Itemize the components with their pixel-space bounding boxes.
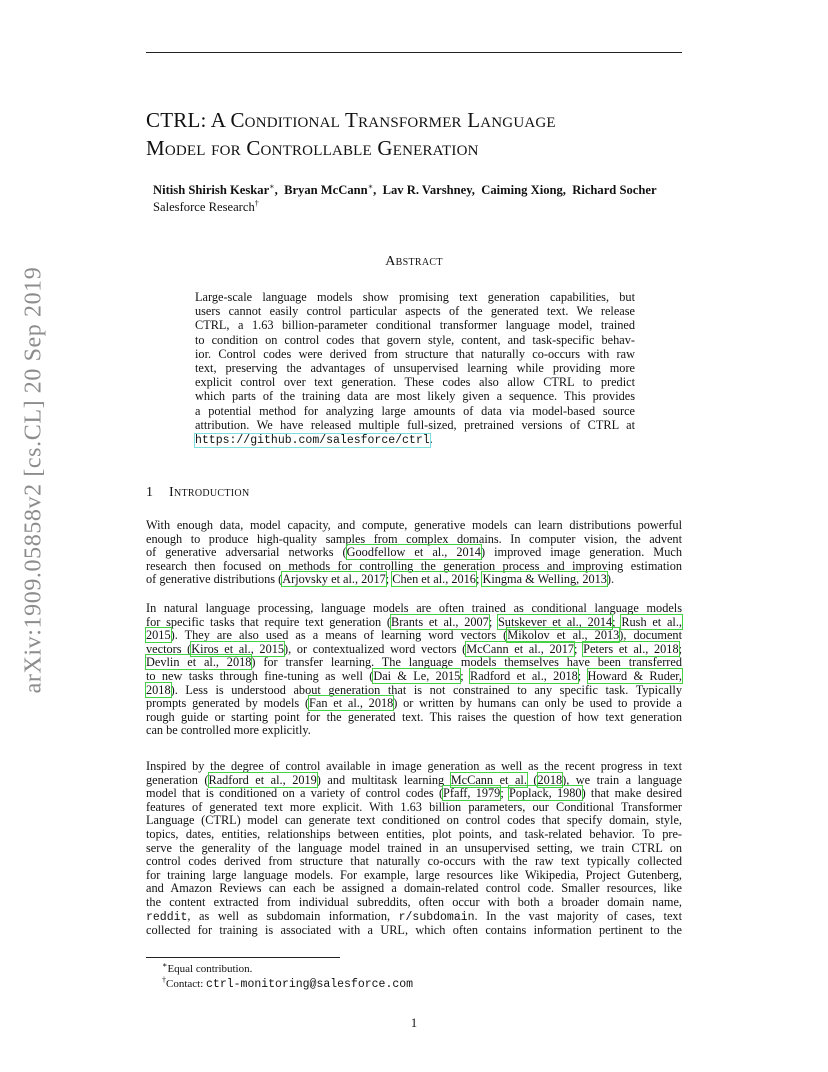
abstract-line: attribution. We have released multiple full-sized, pretrained versions of CTRL at: [195, 417, 635, 432]
citation-link[interactable]: Dai & Le, 2015: [373, 668, 461, 683]
page-number: 1: [410, 1016, 418, 1030]
abstract-line: explicit control over text generation. These codes also allow CTRL to predict: [195, 375, 635, 390]
affiliation-name: Salesforce Research: [153, 200, 255, 214]
text-line: to new tasks through fine-tuning as well (Dai & Le, 2015; Radford et al., 2018; Howard & Ruder,: [146, 668, 682, 683]
abstract-body: [195, 290, 635, 448]
citation-link[interactable]: Poplack, 1980: [509, 786, 582, 801]
citation-link[interactable]: Kingma & Welling, 2013: [482, 572, 607, 587]
citation-link[interactable]: Radford et al., 2019: [208, 772, 317, 787]
text-line: generation (Radford et al., 2019) and multitask learning McCann et al. (2018), we train a language: [146, 772, 682, 787]
author-name: Bryan McCann: [284, 183, 368, 197]
citation-link[interactable]: 2018: [146, 682, 171, 697]
citation-link[interactable]: Arjovsky et al., 2017: [282, 572, 386, 587]
author-list: Nitish Shirish Keskar∗, Bryan McCann∗, Lav R. Varshney, Caiming Xiong, Richard Socher: [153, 181, 657, 197]
text-line: of generative adversarial networks (Goodfellow et al., 2014) improved image generation. Much: [146, 545, 682, 560]
text-line: collected for training is associated with a URL, which often contains information pertinent to the: [146, 923, 682, 938]
footnote-equal-contribution: [162, 962, 413, 977]
citation-link[interactable]: Sutskever et al., 2014: [497, 614, 613, 629]
equal-contribution-mark: ∗: [367, 181, 374, 191]
title-top-rule: [146, 52, 682, 53]
abstract-line: a potential method for analyzing large amounts of data via model-based source: [195, 403, 635, 418]
text-line: Devlin et al., 2018) for transfer learning. The language models themselves have been transferred: [146, 655, 682, 670]
citation-link[interactable]: Rush et al.,: [621, 614, 682, 629]
footnote-mark: †: [162, 975, 166, 985]
citation-link[interactable]: Howard & Ruder,: [587, 668, 682, 683]
author-name: Nitish Shirish Keskar: [153, 183, 270, 197]
text-line: With enough data, model capacity, and compute, generative models can learn distributions powerful: [146, 518, 682, 532]
citation-link[interactable]: Kiros et al., 2015: [191, 641, 285, 656]
section-number: 1: [146, 485, 153, 500]
footnote-rule: [146, 957, 340, 958]
author-name: Lav R. Varshney,: [382, 183, 475, 197]
text-line: In natural language processing, language models are often trained as conditional language models: [146, 601, 682, 615]
arxiv-side-stamp: arXiv:1909.05858v2 [cs.CL] 20 Sep 2019: [20, 266, 47, 694]
text-line: Inspired by the degree of control available in image generation as well as the recent progress in text: [146, 759, 682, 773]
footnote-mark: ∗: [162, 960, 168, 970]
paper-title: [146, 106, 706, 162]
citation-link[interactable]: 2018: [537, 772, 563, 787]
section-title: Introduction: [169, 485, 250, 500]
citation-link[interactable]: 2015: [146, 628, 171, 643]
text-line: features of generated text more explicit. With 1.63 billion parameters, our Conditional Transformer: [146, 799, 682, 814]
citation-link[interactable]: McCann et al., 2017: [466, 641, 575, 656]
affiliation: [153, 200, 259, 215]
footnote-text: Equal contribution.: [167, 963, 253, 975]
text-line: 2015). They are also used as a means of learning word vectors (Mikolov et al., 2013), document: [146, 628, 682, 643]
author-name: Richard Socher: [572, 183, 657, 197]
abstract-line: [195, 432, 635, 448]
abstract-line: ior. Control codes were derived from structure that naturally co-occurs with raw: [195, 346, 635, 361]
section-heading-introduction: [146, 485, 249, 501]
footnotes: [162, 962, 413, 992]
intro-paragraph-3: [146, 760, 682, 938]
text-line: enough to produce high-quality samples from complex domains. In computer vision, the advent: [146, 531, 682, 546]
abstract-line: to condition on control codes that govern style, content, and task-specific behav-: [195, 332, 635, 347]
period: .: [429, 432, 433, 447]
text-line: and Amazon Reviews can each be assigned a domain-related control code. Smaller resources, like: [146, 881, 682, 896]
equal-contribution-mark: ∗: [269, 181, 275, 191]
citation-link[interactable]: Chen et al., 2016: [392, 572, 476, 587]
citation-link[interactable]: McCann et al.: [450, 772, 527, 787]
abstract-line: CTRL, a 1.63 billion-parameter conditional transformer language model, trained: [195, 318, 635, 333]
text-line: can be controlled more explicitly.: [146, 723, 311, 738]
text-line: rough guide or starting point for the generated text. This raises the question of how text generation: [146, 709, 682, 724]
text-line: vectors (Kiros et al., 2015), or contextualized word vectors (McCann et al., 2017; Peters et al., 2018;: [146, 641, 683, 656]
author-name: Caiming Xiong,: [481, 183, 566, 197]
citation-link[interactable]: Mikolov et al., 2013: [507, 628, 620, 643]
footnote-contact: [162, 977, 413, 992]
footnote-text: Contact:: [166, 978, 207, 990]
code-reddit: reddit: [146, 910, 188, 924]
citation-link[interactable]: Goodfellow et al., 2014: [346, 545, 481, 560]
abstract-line: which parts of the training data are most likely given a sequence. This provides: [195, 389, 635, 404]
citation-link[interactable]: Fan et al., 2018: [309, 696, 394, 711]
abstract-line: users cannot easily control particular aspects of the generated text. We release: [195, 304, 635, 319]
abstract-heading: Abstract: [385, 254, 443, 269]
citation-link[interactable]: Radford et al., 2018: [470, 668, 578, 683]
text-line: 2018). Less is understood about generation that is not constrained to any specific task. Typically: [146, 682, 682, 697]
text-line: control codes derived from structure that naturally co-occurs with the raw text typically collected: [146, 854, 682, 869]
text-line: reddit, as well as subdomain information, r/subdomain. In the vast majority of cases, text: [146, 908, 682, 924]
abstract-line: Large-scale language models show promising text generation capabilities, but: [195, 290, 635, 304]
intro-paragraph-1: [146, 519, 682, 587]
text-line: model that is conditioned on a variety of control codes (Pfaff, 1979; Poplack, 1980) that make desired: [146, 786, 682, 801]
text-line: Language (CTRL) model can generate text conditioned on control codes that specify domain, style,: [146, 813, 682, 828]
contact-email[interactable]: ctrl-monitoring@salesforce.com: [206, 978, 414, 991]
text-line: serve the generality of the language model trained in an unsupervised setting, we train CTRL on: [146, 840, 682, 855]
contact-mark: †: [254, 198, 259, 208]
text-line: for specific tasks that require text generation (Brants et al., 2007; Sutskever et al., 2014; Rush et al.,: [146, 614, 682, 629]
text-line: research then focused on methods for controlling the generation process and improving estimation: [146, 558, 682, 573]
intro-paragraph-2: [146, 602, 682, 738]
text-line: of generative distributions (Arjovsky et al., 2017; Chen et al., 2016; Kingma & Welling, 2013).: [146, 572, 615, 587]
citation-link[interactable]: Brants et al., 2007: [391, 614, 489, 629]
github-link[interactable]: https://github.com/salesforce/ctrl: [195, 434, 430, 448]
text-line: the content extracted from individual subreddits, often occur with both a broader domain name,: [146, 894, 682, 909]
code-subdomain: r/subdomain: [398, 910, 475, 924]
abstract-line: text, preserving the advantages of unsupervised learning while providing more: [195, 361, 635, 376]
citation-link[interactable]: Peters et al., 2018: [583, 641, 679, 656]
text-line: prompts generated by models (Fan et al., 2018) or written by humans can only be used to provide a: [146, 696, 682, 711]
citation-link[interactable]: Pfaff, 1979: [443, 786, 501, 801]
citation-link[interactable]: Devlin et al., 2018: [146, 655, 252, 670]
title-line-2: Model for Controllable Generation: [146, 136, 479, 160]
text-line: topics, dates, entities, relationships between entities, plot points, and task-related behavior. To pre-: [146, 826, 682, 841]
text-line: for training large language models. For example, large resources like Wikipedia, Project Gutenberg,: [146, 867, 682, 882]
title-line-1: CTRL: A Conditional Transformer Language: [146, 108, 556, 132]
